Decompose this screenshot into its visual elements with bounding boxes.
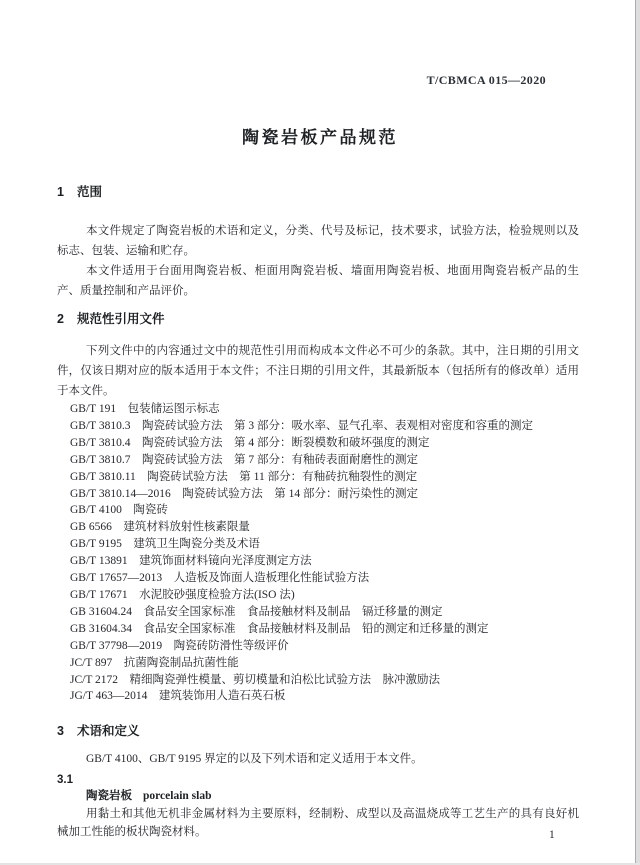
reference-item: GB/T 13891 建筑饰面材料镜向光泽度测定方法 [70, 555, 312, 568]
reference-item: GB/T 3810.4 陶瓷砖试验方法 第 4 部分：断裂模数和破坏强度的测定 [70, 436, 430, 449]
reference-item: GB/T 17657—2013 人造板及饰面人造板理化性能试验方法 [70, 572, 370, 585]
reference-item: GB/T 3810.3 陶瓷砖试验方法 第 3 部分：吸水率、显气孔率、表观相对密度和容重的测定 [70, 419, 533, 432]
reference-item: GB/T 3810.11 陶瓷砖试验方法 第 11 部分：有釉砖抗釉裂性的测定 [70, 470, 418, 483]
references-intro-paragraph: 下列文件中的内容通过文中的规范性引用而构成本文件必不可少的条款。其中，注日期的引用文件，仅该日期对应的版本适用于本文件；不注日期的引用文件，其最新版本（包括所有的修改单）适用于本文件。 [57, 345, 579, 397]
reference-item: GB 31604.24 食品安全国家标准 食品接触材料及制品 镉迁移量的测定 [70, 605, 443, 618]
reference-item: GB/T 37798—2019 陶瓷砖防滑性等级评价 [70, 639, 289, 652]
term-chinese: 陶瓷岩板 [86, 790, 132, 803]
scan-edge-right [635, 0, 640, 865]
section-2-title: 规范性引用文件 [76, 312, 165, 326]
section-1-heading [57, 184, 579, 200]
reference-item: GB/T 17671 水泥胶砂强度检验方法(ISO 法) [70, 588, 295, 601]
term-definition: 用黏土和其他无机非金属材料为主要原料，经制粉、成型以及高温烧成等工艺生产的具有良好机械加工性能的板状陶瓷材料。 [57, 808, 579, 839]
scope-paragraph-1: 本文件规定了陶瓷岩板的术语和定义，分类、代号及标记，技术要求，试验方法，检验规则以及标志、包装、运输和贮存。 [57, 225, 579, 257]
section-3-title: 术语和定义 [76, 724, 140, 739]
doc-code: T/CBMCA 015—2020 [426, 73, 546, 87]
section-3-number: 3 [57, 724, 64, 739]
section-3-heading [57, 723, 579, 739]
term-line [57, 788, 579, 805]
reference-item: JG/T 463—2014 建筑装饰用人造石英石板 [70, 690, 286, 703]
references-list [57, 401, 579, 705]
section-1-number: 1 [57, 185, 64, 199]
document-content [57, 184, 579, 841]
clause-number: 3.1 [57, 774, 73, 787]
reference-item: GB/T 3810.14—2016 陶瓷砖试验方法 第 14 部分：耐污染性的测定 [70, 487, 418, 500]
page-number: 1 [549, 829, 555, 841]
reference-item: JC/T 897 抗菌陶瓷制品抗菌性能 [70, 656, 239, 669]
term-english: porcelain slab [143, 790, 212, 803]
reference-item: GB/T 191 包装储运图示标志 [70, 403, 220, 415]
scope-paragraph-2: 本文件适用于台面用陶瓷岩板、柜面用陶瓷岩板、墙面用陶瓷岩板、地面用陶瓷岩板产品的生产、质量控制和产品评价。 [57, 265, 579, 297]
reference-item: GB/T 4100 陶瓷砖 [70, 504, 168, 517]
reference-item: GB/T 3810.7 陶瓷砖试验方法 第 7 部分：有釉砖表面耐磨性的测定 [70, 453, 418, 466]
reference-item: GB 31604.34 食品安全国家标准 食品接触材料及制品 铅的测定和迁移量的测定 [70, 622, 489, 635]
reference-item: GB/T 9195 建筑卫生陶瓷分类及术语 [70, 538, 260, 551]
section-2-heading [57, 311, 579, 327]
reference-item: GB 6566 建筑材料放射性核素限量 [70, 521, 250, 534]
terms-intro-paragraph: GB/T 4100、GB/T 9195 界定的以及下列术语和定义适用于本文件。 [86, 753, 423, 766]
section-1-title: 范围 [76, 185, 102, 199]
doc-title: 陶瓷岩板产品规范 [242, 128, 398, 147]
reference-item: JC/T 2172 精细陶瓷弹性模量、剪切模量和泊松比试验方法 脉冲激励法 [70, 673, 441, 686]
section-2-number: 2 [57, 312, 64, 326]
